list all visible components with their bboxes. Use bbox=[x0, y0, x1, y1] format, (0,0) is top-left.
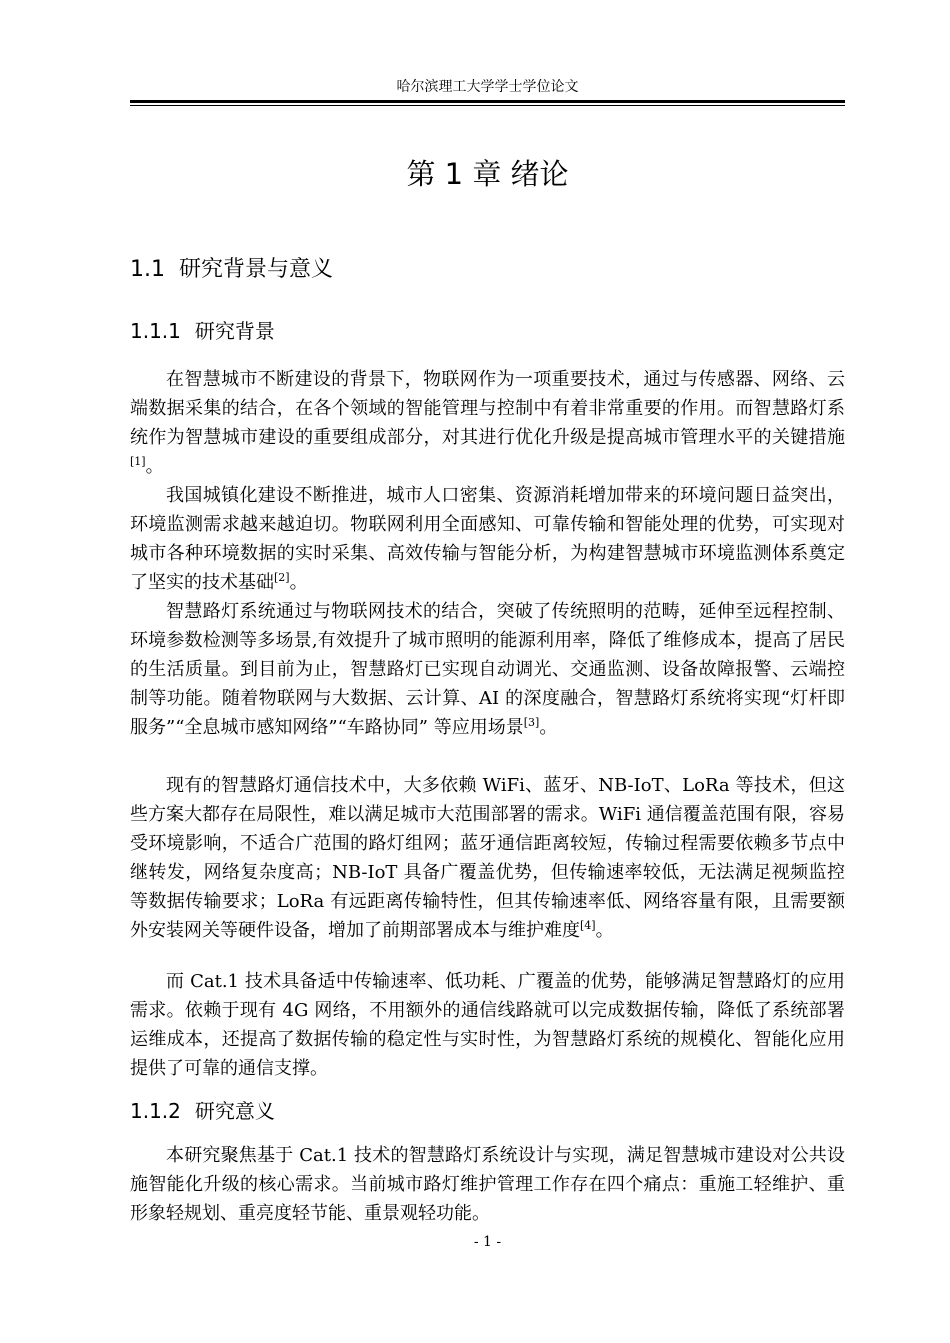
paragraph bbox=[130, 967, 845, 1083]
paragraph-text: 我国城镇化建设不断推进，城市人口密集、资源消耗增加带来的环境问题日益突出，环境监测需求越来越迫切。物联网利用全面感知、可靠传输和智能处理的优势，可实现对城市各种环境数据的实时采集、高效传输与智能分析，为构建智慧城市环境监测体系奠定了坚实的技术基础 bbox=[130, 485, 845, 593]
subsection-title: 研究意义 bbox=[194, 1099, 275, 1123]
subsection-title: 研究背景 bbox=[194, 319, 275, 343]
paragraph-text: 智慧路灯系统通过与物联网技术的结合，突破了传统照明的范畴，延伸至远程控制、环境参数检测等多场景,有效提升了城市照明的能源利用率，降低了维修成本，提高了居民的生活质量。到目前为止，智慧路灯已实现自动调光、交通监测、设备故障报警、云端控制等功能。随着物联网与大数据、云计算、AI 的深度融合，智慧路灯系统将实现“灯杆即服务”“全息城市感知网络”“车路协同” 等应用场景 bbox=[130, 601, 845, 738]
subsection-number: 1.1.2 bbox=[130, 1099, 181, 1123]
paragraph bbox=[130, 771, 845, 945]
subsection-heading-1-1-2 bbox=[130, 1097, 845, 1125]
header-title: 哈尔滨理工大学学士学位论文 bbox=[396, 79, 579, 95]
subsection-heading-1-1-1 bbox=[130, 317, 845, 345]
paragraph-end: 。 bbox=[539, 717, 558, 738]
header-rule-thin bbox=[130, 105, 845, 106]
header-rule-thick bbox=[130, 100, 845, 103]
subsection-number: 1.1.1 bbox=[130, 319, 181, 343]
paragraph bbox=[130, 365, 845, 481]
section-title: 研究背景与意义 bbox=[179, 257, 334, 282]
section-heading-1-1 bbox=[130, 255, 845, 285]
paragraph-text: 在智慧城市不断建设的背景下，物联网作为一项重要技术，通过与传感器、网络、云端数据采集的结合，在各个领域的智能管理与控制中有着非常重要的作用。而智慧路灯系统作为智慧城市建设的重要组成部分，对其进行优化升级是提高城市管理水平的关键措施 bbox=[130, 369, 845, 448]
paragraph-text: 而 Cat.1 技术具备适中传输速率、低功耗、广覆盖的优势，能够满足智慧路灯的应用需求。依赖于现有 4G 网络，不用额外的通信线路就可以完成数据传输，降低了系统部署运维成本，还提高了数据传输的稳定性与实时性，为智慧路灯系统的规模化、智能化应用提供了可靠的通信支撑。 bbox=[130, 971, 845, 1079]
paragraph bbox=[130, 597, 845, 742]
page-number: - 1 - bbox=[473, 1234, 502, 1250]
citation-ref: [2] bbox=[274, 571, 290, 584]
citation-ref: [1] bbox=[130, 455, 146, 468]
paragraph-end: 。 bbox=[595, 920, 614, 941]
page-header bbox=[130, 78, 845, 108]
section-number: 1.1 bbox=[130, 257, 165, 282]
citation-ref: [4] bbox=[580, 919, 596, 932]
paragraph-end: 。 bbox=[145, 456, 164, 477]
paragraph-text: 本研究聚焦基于 Cat.1 技术的智慧路灯系统设计与实现，满足智慧城市建设对公共设施智能化升级的核心需求。当前城市路灯维护管理工作存在四个痛点：重施工轻维护、重形象轻规划、重亮度轻节能、重景观轻功能。 bbox=[130, 1145, 845, 1224]
chapter-title: 第 1 章 绪论 bbox=[406, 157, 569, 191]
paragraph-text: 现有的智慧路灯通信技术中，大多依赖 WiFi、蓝牙、NB-IoT、LoRa 等技术，但这些方案大都存在局限性，难以满足城市大范围部署的需求。WiFi 通信覆盖范围有限，容易受环境影响，不适合广范围的路灯组网；蓝牙通信距离较短，传输过程需要依赖多节点中继转发，网络复杂度高；NB-IoT 具备广覆盖优势，但传输速率较低，无法满足视频监控等数据传输要求；LoRa 有远距离传输特性，但其传输速率低、网络容量有限，且需要额外安装网关等硬件设备，增加了前期部署成本与维护难度 bbox=[130, 775, 845, 941]
paragraph bbox=[130, 1141, 845, 1228]
paragraph-end: 。 bbox=[289, 572, 308, 593]
paragraph bbox=[130, 481, 845, 597]
citation-ref: [3] bbox=[523, 716, 540, 729]
